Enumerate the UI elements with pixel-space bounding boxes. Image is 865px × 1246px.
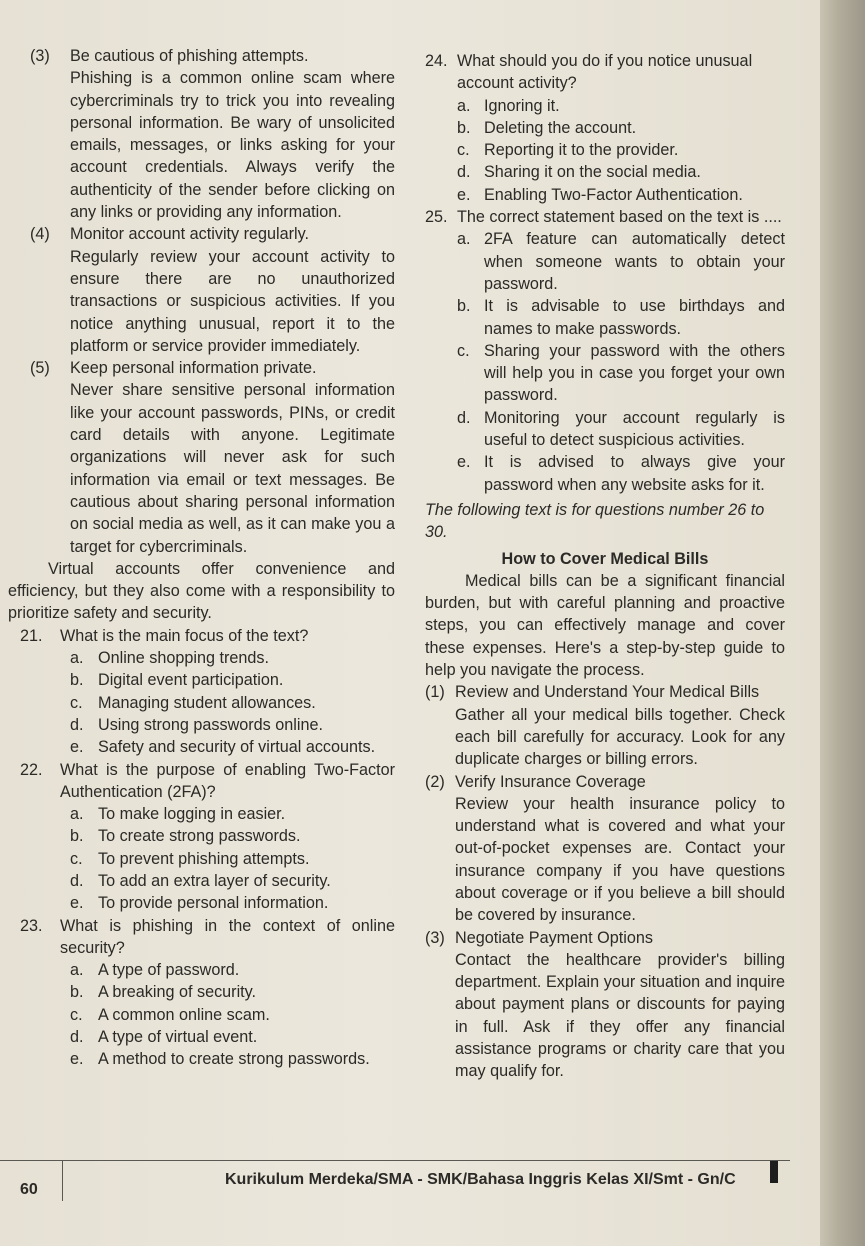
page-edge-shadow — [820, 0, 865, 1246]
q21-option-d[interactable]: d. Using strong passwords online. — [70, 715, 323, 734]
tip-4-heading: (4) Monitor account activity regularly. — [30, 225, 310, 244]
step-2-heading: (2) Verify Insurance Coverage — [425, 772, 646, 791]
q21-option-e[interactable]: e. Safety and security of virtual accounts. — [70, 738, 376, 757]
q25-option-d[interactable]: d. Monitoring your account regularly is useful to detect suspicious activities. — [457, 408, 785, 450]
tip-4-body: Regularly review your account activity to ensure there are no unauthorized transactions or suspicious activities. If you notice anything unusual, report it to the platform or service provider immediately. — [70, 247, 395, 355]
q23-option-b[interactable]: b. A breaking of security. — [70, 983, 257, 1002]
reading-instruction: The following text is for questions number 26 to 30. — [425, 500, 765, 542]
tip-3-heading: (3) Be cautious of phishing attempts. — [30, 47, 309, 65]
q22-option-d[interactable]: d. To add an extra layer of security. — [70, 871, 331, 890]
page-footer — [0, 1160, 790, 1201]
conclusion-paragraph: Virtual accounts offer convenience and efficiency, but they also come with a responsibility to prioritize safety and security. — [8, 559, 395, 623]
q23-option-a[interactable]: a. A type of password. — [70, 961, 240, 980]
q25-option-a[interactable]: a. 2FA feature can automatically detect when someone wants to obtain your password. — [457, 230, 785, 293]
step-1-body: Gather all your medical bills together. Check each bill carefully for accuracy. Look for any duplicate charges or billing errors. — [455, 705, 785, 769]
page-number-box — [0, 1161, 63, 1201]
tip-3-body: Phishing is a common online scam where cybercriminals try to trick you into revealing personal information. Be wary of unsolicited emails, messages, or links asking for your account credentials. Always verify the authenticity of the sender before clicking on any links or providing any information. — [70, 69, 395, 222]
question-23: 23. What is phishing in the context of online security? — [20, 916, 395, 957]
question-25: 25. The correct statement based on the text is .... — [425, 208, 782, 227]
tip-5-body: Never share sensitive personal information like your account passwords, PINs, or credit card details with anyone. Legitimate organizations will never ask for such information via email or text messages. Be cautious about sharing personal information on social media as well, as it can make you a target for cybercriminals. — [70, 381, 395, 556]
q22-option-a[interactable]: a. To make logging in easier. — [70, 805, 286, 824]
q21-option-b[interactable]: b. Digital event participation. — [70, 671, 284, 690]
q25-option-b[interactable]: b. It is advisable to use birthdays and names to make passwords. — [457, 297, 785, 338]
question-22: 22. What is the purpose of enabling Two-Factor Authentication (2FA)? — [20, 760, 395, 801]
q24-option-a[interactable]: a. Ignoring it. — [457, 96, 560, 115]
q25-option-e[interactable]: e. It is advised to always give your password when any website asks for it. — [457, 453, 785, 494]
question-21: 21. What is the main focus of the text? — [20, 626, 309, 645]
reading-title: How to Cover Medical Bills — [501, 549, 709, 568]
footer-tab-marker — [770, 1161, 778, 1183]
right-column — [425, 50, 785, 1083]
q22-option-c[interactable]: c. To prevent phishing attempts. — [70, 849, 310, 868]
q24-option-e[interactable]: e. Enabling Two-Factor Authentication. — [457, 185, 743, 204]
page-number: 60 — [20, 1181, 38, 1198]
left-column — [8, 45, 395, 1071]
step-1-heading: (1) Review and Understand Your Medical Bills — [425, 683, 760, 702]
step-2-body: Review your health insurance policy to understand what is covered and what your out-of-pocket expenses are. Contact your insurance company if you have questions about coverage or if you believe a bill should be covered by insurance. — [455, 794, 785, 925]
q24-option-c[interactable]: c. Reporting it to the provider. — [457, 141, 679, 160]
step-3-heading: (3) Negotiate Payment Options — [425, 928, 653, 947]
q24-option-b[interactable]: b. Deleting the account. — [457, 118, 637, 137]
step-3-body: Contact the healthcare provider's billing department. Explain your situation and inquire about payment plans or discounts for paying in full. Ask if they offer any financial assistance programs or charity care that you may qualify for. — [455, 950, 785, 1081]
q21-option-a[interactable]: a. Online shopping trends. — [70, 649, 269, 668]
q23-option-e[interactable]: e. A method to create strong passwords. — [70, 1050, 370, 1069]
q21-option-c[interactable]: c. Managing student allowances. — [70, 693, 316, 712]
q22-option-e[interactable]: e. To provide personal information. — [70, 894, 329, 913]
curriculum-label: Kurikulum Merdeka/SMA - SMK/Bahasa Inggris Kelas XI/Smt - Gn/C — [225, 1171, 736, 1188]
q22-option-b[interactable]: b. To create strong passwords. — [70, 827, 301, 846]
q24-option-d[interactable]: d. Sharing it on the social media. — [457, 163, 701, 182]
reading-intro: Medical bills can be a significant financial burden, but with careful planning and proactive steps, you can effectively manage and cover these expenses. Here's a step-by-step guide to help you navigate the process. — [425, 571, 785, 680]
q25-option-c[interactable]: c. Sharing your password with the others will help you in case you forget your own password. — [457, 341, 785, 405]
q23-option-d[interactable]: d. A type of virtual event. — [70, 1028, 258, 1047]
question-24: 24. What should you do if you notice unusual account activity? — [425, 52, 753, 93]
q23-option-c[interactable]: c. A common online scam. — [70, 1005, 270, 1024]
tip-5-heading: (5) Keep personal information private. — [30, 359, 317, 378]
